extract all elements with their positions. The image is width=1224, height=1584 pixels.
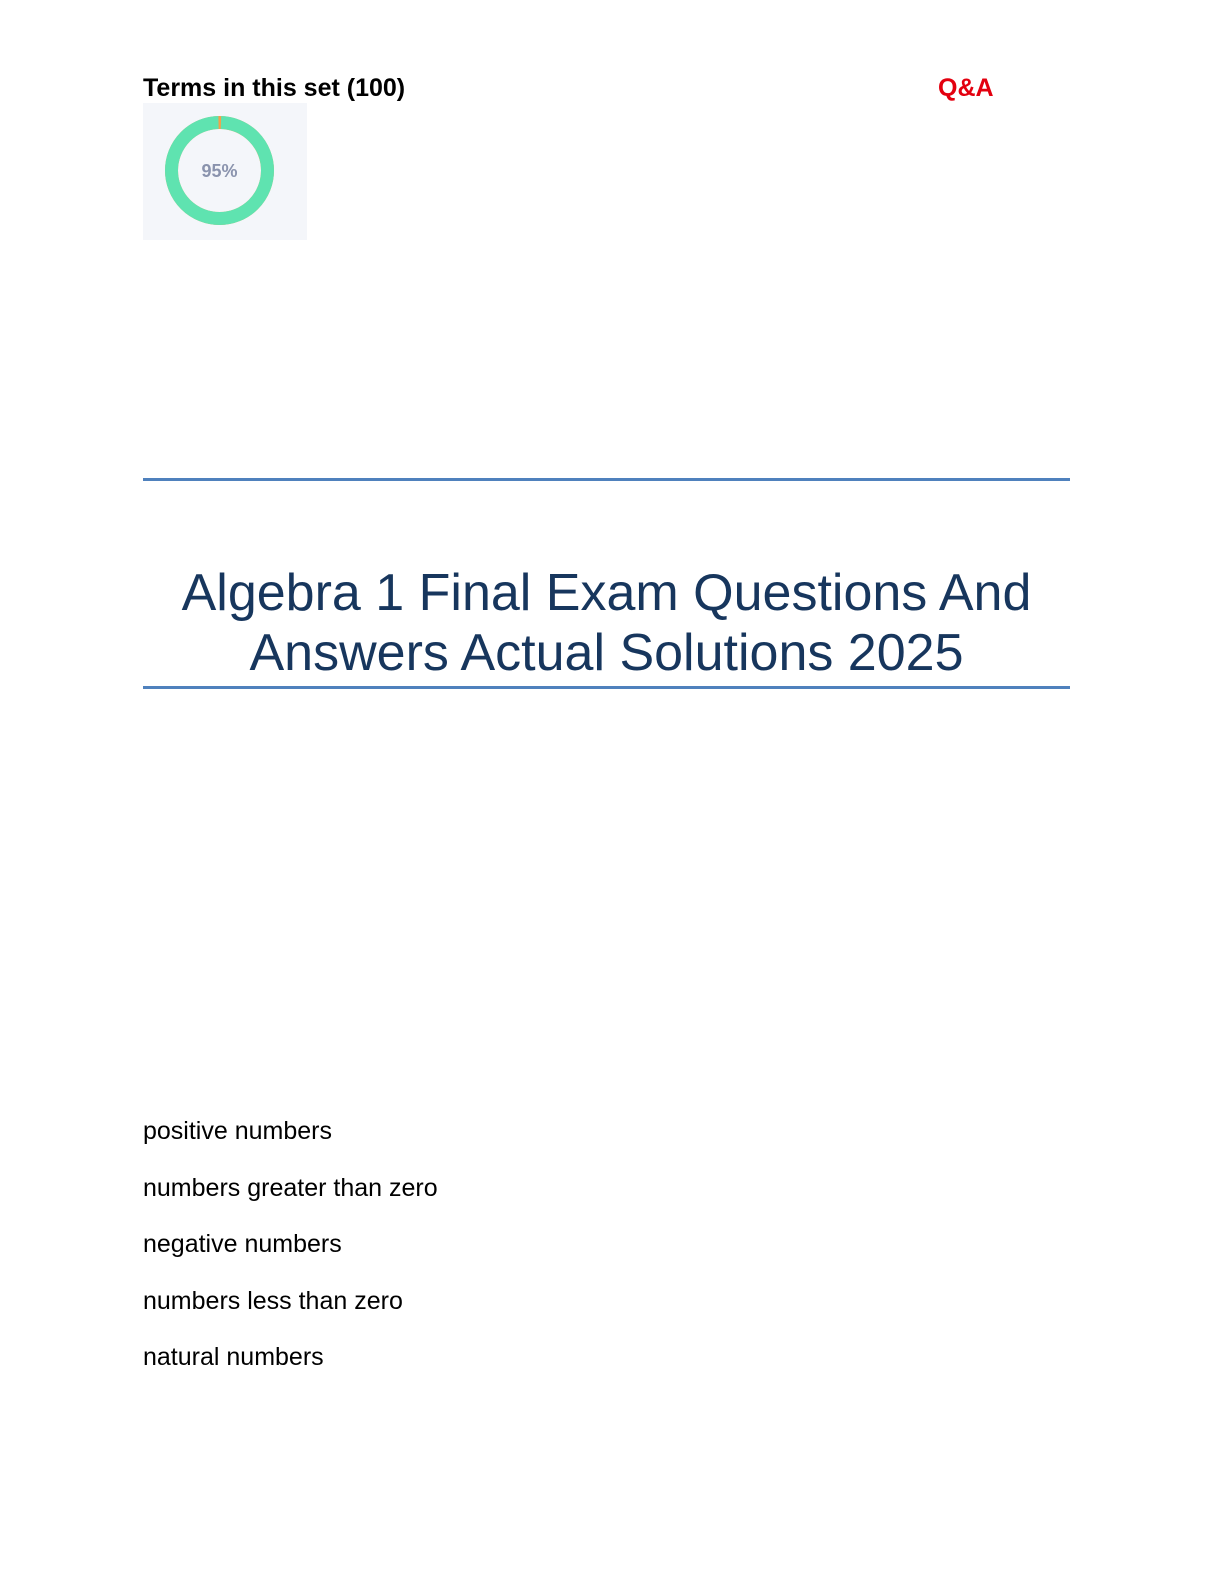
progress-widget: [143, 103, 307, 240]
terms-count-label: Terms in this set (100): [143, 74, 406, 102]
title-line-2: Answers Actual Solutions 2025: [249, 624, 964, 682]
term-item: numbers less than zero: [143, 1286, 403, 1315]
term-item: numbers greater than zero: [143, 1173, 438, 1202]
progress-ring: [143, 103, 307, 240]
term-item: positive numbers: [143, 1117, 332, 1145]
title-rule-bottom: [143, 686, 1070, 689]
term-item: natural numbers: [143, 1343, 324, 1371]
document-title: [143, 563, 1070, 683]
term-item: negative numbers: [143, 1230, 342, 1258]
qa-badge: Q&A: [938, 74, 994, 102]
terms-list: [143, 1113, 438, 1396]
progress-label: 95%: [201, 161, 238, 181]
title-line-1: Algebra 1 Final Exam Questions And: [181, 564, 1032, 622]
title-rule-top: [143, 478, 1070, 481]
